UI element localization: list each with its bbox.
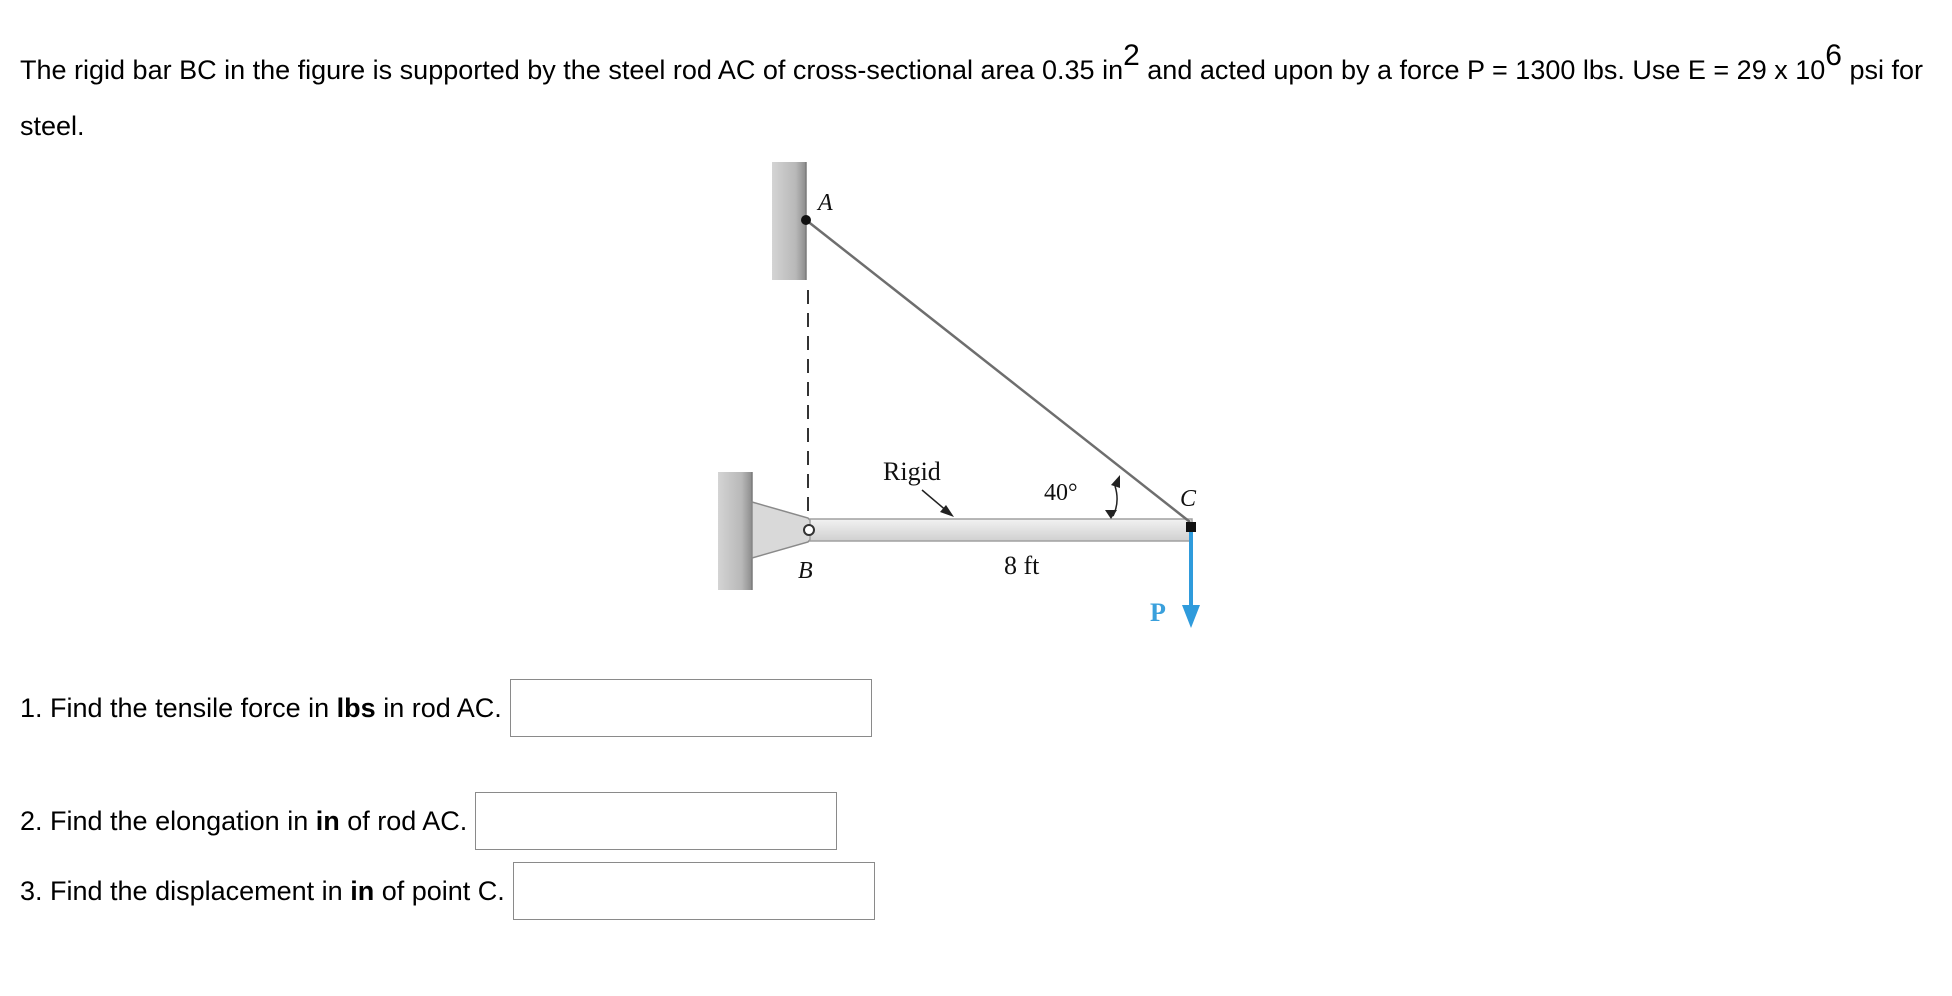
rigid-bar-bc: [810, 519, 1192, 541]
label-rigid: Rigid: [883, 457, 941, 486]
modulus-exponent: 6: [1825, 39, 1842, 72]
problem-text-2: and acted upon by a force P = 1300 lbs. Use E = 29 x 10: [1139, 55, 1826, 85]
truss-figure: [700, 150, 1260, 640]
force-p-arrowhead: [1182, 605, 1200, 628]
question-3-unit: in: [350, 875, 375, 906]
question-1-suffix: in rod AC.: [375, 692, 502, 723]
problem-statement: [20, 39, 1930, 154]
question-2-suffix: of rod AC.: [339, 805, 468, 836]
question-2-label: [20, 806, 467, 837]
question-1-prefix: 1. Find the tensile force in: [20, 692, 337, 723]
question-1-label: [20, 693, 502, 724]
area-exponent: 2: [1123, 39, 1140, 72]
joint-c: [1186, 522, 1196, 532]
question-2-prefix: 2. Find the elongation in: [20, 805, 316, 836]
question-3-prefix: 3. Find the displacement in: [20, 875, 351, 906]
question-1-unit: lbs: [336, 692, 376, 723]
label-angle: 40°: [1044, 480, 1078, 506]
question-3-suffix: of point C.: [374, 875, 505, 906]
question-2: [20, 792, 837, 850]
question-1: [20, 679, 872, 737]
problem-text-3: psi for steel.: [20, 55, 1923, 141]
label-length: 8 ft: [1004, 551, 1040, 580]
pin-b: [804, 525, 814, 535]
label-a: A: [818, 190, 833, 216]
displacement-input[interactable]: [513, 862, 875, 920]
label-p: P: [1150, 598, 1166, 627]
question-2-unit: in: [315, 805, 340, 836]
angle-arrow-top: [1111, 475, 1120, 488]
tensile-force-input[interactable]: [510, 679, 872, 737]
label-b: B: [798, 558, 813, 584]
steel-rod-ac: [806, 220, 1190, 522]
elongation-input[interactable]: [475, 792, 837, 850]
joint-a: [801, 215, 811, 225]
problem-text-1: The rigid bar BC in the figure is supported by the steel rod AC of cross-sectional area 0.35 in: [20, 55, 1124, 85]
angle-arrow-bottom: [1105, 510, 1117, 519]
question-3: [20, 862, 875, 920]
lower-wall-support: [718, 472, 752, 590]
upper-wall-support: [772, 162, 806, 280]
question-3-label: [20, 876, 505, 907]
label-c: C: [1180, 486, 1197, 512]
